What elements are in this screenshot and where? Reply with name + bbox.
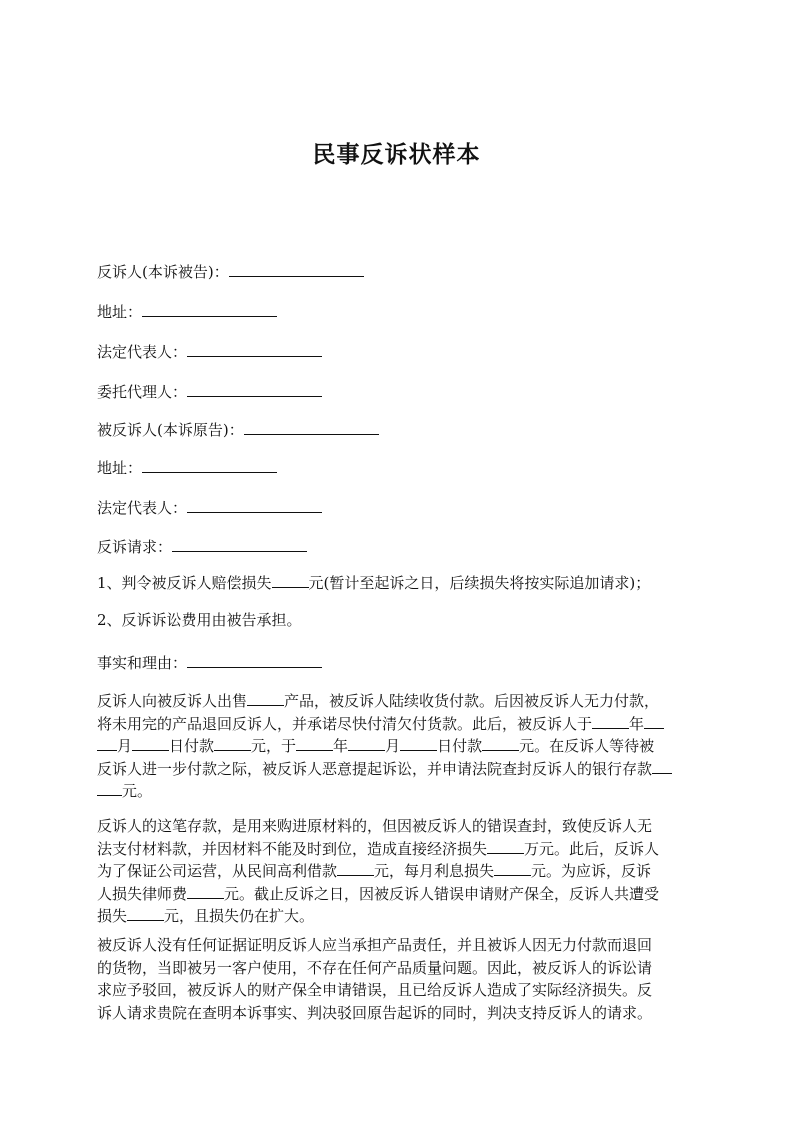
claim-1-text-b: 元(暂计至起诉之日，后续损失将按实际追加请求)； xyxy=(308,574,651,592)
paragraph-line xyxy=(97,713,699,736)
text-run: 为了保证公司运营，从民间高利借款 xyxy=(97,862,338,880)
address-field-1 xyxy=(97,302,277,322)
counter-plaintiff-blank xyxy=(229,262,364,277)
legal-rep-field-2 xyxy=(97,498,322,518)
claim-item-2: 2、反诉诉讼费用由被告承担。 xyxy=(97,611,302,629)
claims-field xyxy=(97,537,307,557)
paragraph-line: 被反诉人没有任何证据证明反诉人应当承担产品责任，并且被诉人因无力付款而退回 xyxy=(97,936,653,954)
text-run: 万元。此后，反诉人 xyxy=(524,839,660,858)
text-run: 法支付材料款，并因材料不能及时到位，造成直接经济损失 xyxy=(97,839,488,858)
facts-paragraph-1 xyxy=(97,690,699,803)
text-run: 将未用完的产品退回反诉人，并承诺尽快付清欠付货款。此后，被反诉人于 xyxy=(97,714,593,733)
blank xyxy=(644,714,664,729)
address-label-1: 地址： xyxy=(97,303,143,321)
legal-rep-label-1: 法定代表人： xyxy=(97,343,188,361)
text-run: 元，每月利息损失 xyxy=(374,862,495,880)
counter-defendant-label: 被反诉人(本诉原告)： xyxy=(97,421,244,439)
text-run: 年 xyxy=(333,737,349,755)
text-run: 月 xyxy=(117,737,133,755)
blank xyxy=(132,736,169,751)
paragraph-line: 反诉人的这笔存款，是用来购进原材料的，但因被反诉人的错误查封，致使反诉人无 xyxy=(97,817,653,835)
paragraph-line xyxy=(97,883,699,906)
address-label-2: 地址： xyxy=(97,459,143,477)
facts-paragraph-2 xyxy=(97,815,699,928)
legal-rep-label-2: 法定代表人： xyxy=(97,499,188,517)
paragraph-line xyxy=(97,860,699,883)
blank xyxy=(487,839,524,854)
legal-rep-blank-1 xyxy=(187,342,322,357)
counter-defendant-blank xyxy=(244,420,379,435)
text-run: 年 xyxy=(629,714,645,733)
legal-rep-blank-2 xyxy=(187,498,322,513)
text-run: 元。截止反诉之日，因被反诉人错误申请财产保全，反诉人共遭受 xyxy=(224,884,660,903)
facts-blank xyxy=(187,653,322,668)
text-run: 损失 xyxy=(97,907,128,925)
text-run: 日付款 xyxy=(169,737,215,755)
blank xyxy=(214,736,251,751)
counter-defendant-field xyxy=(97,420,379,440)
paragraph-line: 的货物，当即被另一客户使用，不存在任何产品质量问题。因此，被反诉人的诉讼请 xyxy=(97,958,653,977)
paragraph-line xyxy=(97,690,699,713)
claim-1-text-a: 1、判令被反诉人赔偿损失 xyxy=(97,574,272,592)
agent-field xyxy=(97,382,322,402)
paragraph-line xyxy=(97,838,699,861)
blank xyxy=(127,906,164,921)
blank xyxy=(400,736,437,751)
claims-label: 反诉请求： xyxy=(97,538,173,556)
blank xyxy=(97,781,122,796)
facts-paragraph-3 xyxy=(97,934,699,1024)
blank xyxy=(348,736,385,751)
facts-label: 事实和理由： xyxy=(97,654,188,672)
agent-label: 委托代理人： xyxy=(97,383,188,401)
text-run: 反诉人进一步付款之际，被反诉人恶意提起诉讼，并申请法院查封反诉人的银行存款 xyxy=(97,759,653,778)
address-blank-1 xyxy=(142,302,277,317)
blank xyxy=(652,759,672,774)
blank xyxy=(97,736,117,751)
blank xyxy=(482,736,519,751)
blank xyxy=(247,691,284,706)
agent-blank xyxy=(187,382,322,397)
text-run: 产品，被反诉人陆续收货付款。后因被反诉人无力付款， xyxy=(284,692,660,710)
blank xyxy=(592,714,629,729)
text-run: 人损失律师费 xyxy=(97,884,188,903)
text-run: 元。在反诉人等待被 xyxy=(519,737,655,755)
claims-blank xyxy=(172,537,307,552)
document-title: 民事反诉状样本 xyxy=(312,142,481,168)
paragraph-line: 诉人请求贵院在查明本诉事实、判决驳回原告起诉的同时，判决支持反诉人的请求。 xyxy=(97,1003,653,1022)
text-run: 反诉人向被反诉人出售 xyxy=(97,692,248,710)
facts-field xyxy=(97,653,322,673)
claim-1-blank xyxy=(272,573,309,588)
paragraph-line xyxy=(97,735,699,758)
counter-plaintiff-label: 反诉人(本诉被告)： xyxy=(97,263,229,281)
paragraph-line: 求应予驳回，被反诉人的财产保全申请错误，且已给反诉人造成了实际经济损失。反 xyxy=(97,981,653,999)
counter-plaintiff-field xyxy=(97,262,364,282)
text-run: 元，且损失仍在扩大。 xyxy=(164,907,315,925)
blank xyxy=(296,736,333,751)
legal-rep-field-1 xyxy=(97,342,322,362)
text-run: 月 xyxy=(385,737,401,755)
text-run: 日付款 xyxy=(437,737,483,755)
paragraph-line xyxy=(97,905,699,928)
address-field-2 xyxy=(97,458,277,478)
blank xyxy=(494,861,531,876)
paragraph-line xyxy=(97,758,699,781)
blank xyxy=(337,861,374,876)
text-run: 元，于 xyxy=(251,737,297,755)
claim-item-1 xyxy=(97,573,650,593)
text-run: 元。为应诉，反诉 xyxy=(531,862,652,880)
paragraph-line xyxy=(97,780,699,803)
address-blank-2 xyxy=(142,458,277,473)
blank xyxy=(187,884,224,899)
text-run: 元。 xyxy=(122,782,153,800)
